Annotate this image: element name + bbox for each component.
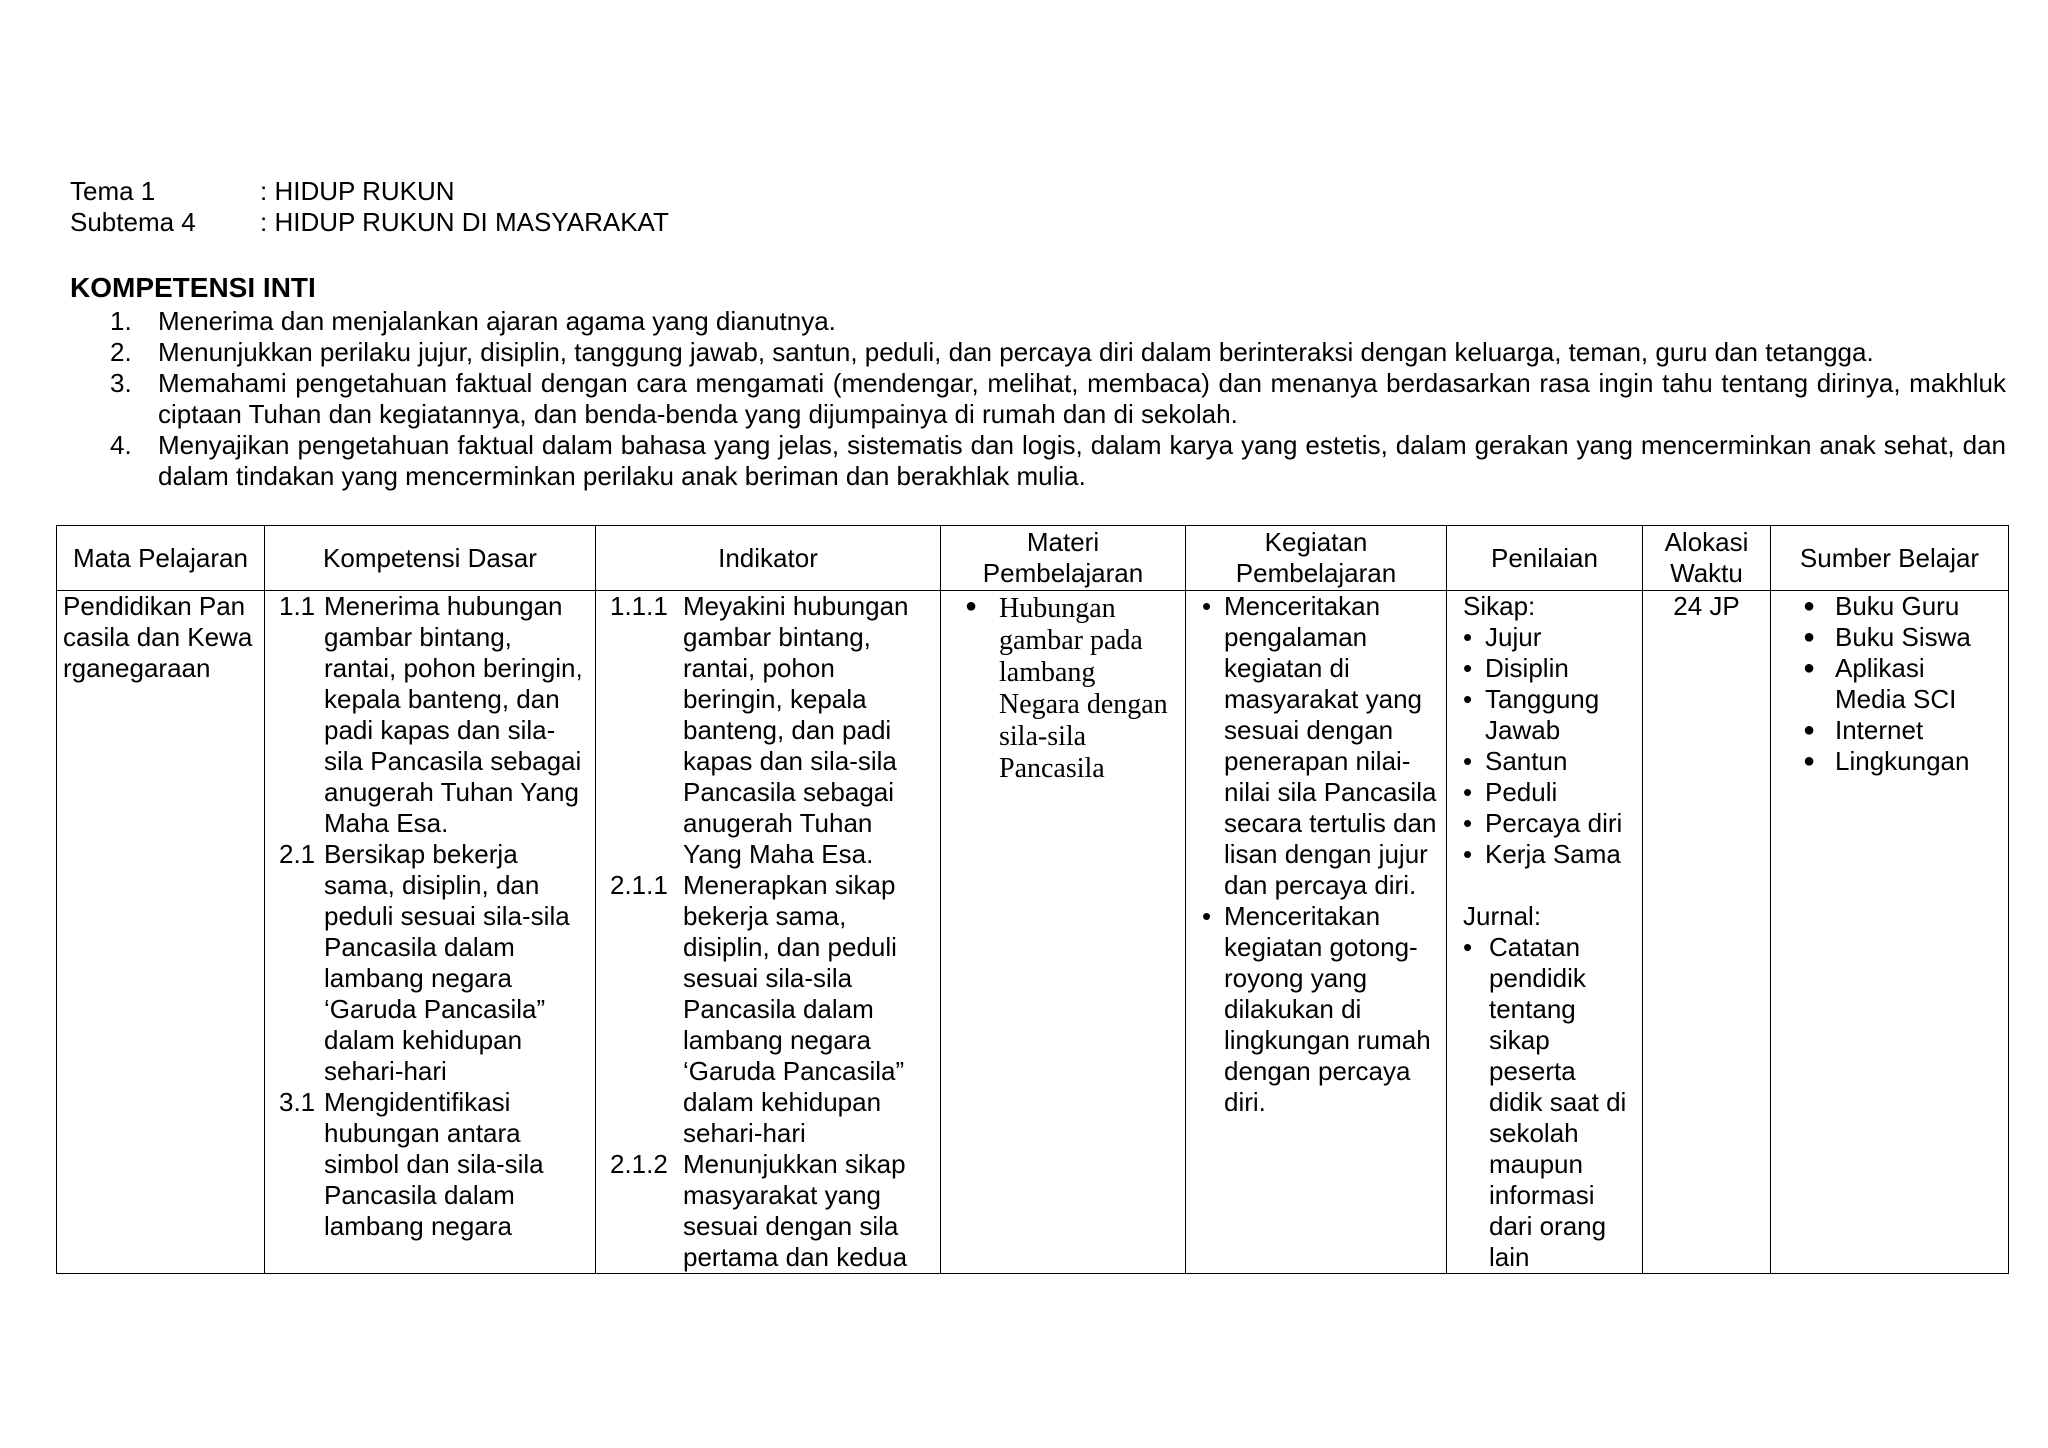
ki-number: 2. bbox=[110, 337, 132, 367]
sumber-item: Lingkungan bbox=[1835, 746, 1970, 776]
bullet-icon: • bbox=[1463, 653, 1473, 683]
indikator-number: 2.1.2 bbox=[610, 1149, 668, 1179]
sumber-item: Buku Siswa bbox=[1835, 622, 1971, 652]
spacer bbox=[1463, 870, 1636, 901]
kd-item bbox=[271, 591, 589, 839]
ki-item bbox=[110, 368, 2006, 430]
list-item bbox=[1463, 653, 1636, 684]
list-item bbox=[1777, 622, 2002, 653]
kompetensi-inti-list bbox=[110, 306, 2006, 492]
header-sumber-belajar: Sumber Belajar bbox=[1771, 526, 2009, 591]
ki-number: 3. bbox=[110, 368, 132, 398]
table-header-row bbox=[57, 526, 2009, 591]
ki-text: Memahami pengetahuan faktual dengan cara mengamati (mendengar, melihat, membaca) dan menanya berdasarkan rasa ingin tahu tentang dirinya, makhluk ciptaan Tuhan dan kegiatannya, dan benda-benda yang dijumpainya di rumah dan di sekolah. bbox=[158, 368, 2006, 429]
list-item bbox=[1463, 839, 1636, 870]
bullet-icon: • bbox=[1463, 808, 1473, 838]
indikator-item bbox=[602, 870, 934, 1149]
header-kompetensi-dasar: Kompetensi Dasar bbox=[265, 526, 596, 591]
document-meta bbox=[70, 176, 669, 238]
alokasi-waktu-value: 24 JP bbox=[1673, 591, 1740, 621]
kd-item bbox=[271, 1087, 589, 1242]
sikap-item: Tanggung Jawab bbox=[1485, 684, 1600, 745]
bullet-icon: ● bbox=[964, 595, 978, 617]
bullet-icon: • bbox=[1202, 591, 1212, 621]
sikap-item: Peduli bbox=[1485, 777, 1558, 807]
sikap-item: Santun bbox=[1485, 746, 1568, 776]
mata-pelajaran-text: Pendidikan Pancasila dan Kewarganegaraan bbox=[63, 591, 253, 683]
sumber-item: Aplikasi Media SCI bbox=[1835, 653, 1957, 714]
kd-text: Menerima hubungan gambar bintang, rantai, pohon beringin, kepala banteng, dan padi kapas dan sila-sila Pancasila sebagai anugerah Tuhan Yang Maha Esa. bbox=[324, 591, 583, 838]
ki-item bbox=[110, 337, 2006, 368]
bullet-icon: ● bbox=[1802, 657, 1816, 679]
tema-label: Tema 1 bbox=[70, 176, 156, 206]
lesson-plan-table bbox=[56, 525, 2009, 1274]
list-item bbox=[1777, 715, 2002, 746]
bullet-icon: • bbox=[1463, 839, 1473, 869]
bullet-icon: ● bbox=[1802, 626, 1816, 648]
penilaian-block bbox=[1453, 591, 1636, 1273]
cell-alokasi-waktu bbox=[1643, 591, 1771, 1274]
materi-text: Hubungan gambar pada lambang Negara dengan sila-sila Pancasila bbox=[999, 593, 1168, 784]
cell-sumber-belajar bbox=[1771, 591, 2009, 1274]
sumber-list bbox=[1777, 591, 2002, 777]
bullet-icon: • bbox=[1463, 622, 1473, 652]
bullet-icon: ● bbox=[1802, 595, 1816, 617]
ki-text: Menyajikan pengetahuan faktual dalam bahasa yang jelas, sistematis dan logis, dalam karya yang estetis, dalam gerakan yang mencerminkan anak sehat, dan dalam tindakan yang mencerminkan perilaku anak beriman dan berakhlak mulia. bbox=[158, 430, 2006, 491]
list-item bbox=[947, 591, 1179, 785]
header-kegiatan: Kegiatan Pembelajaran bbox=[1186, 526, 1447, 591]
ki-text: Menerima dan menjalankan ajaran agama yang dianutnya. bbox=[158, 306, 836, 336]
sikap-item: Kerja Sama bbox=[1485, 839, 1621, 869]
jurnal-label: Jurnal: bbox=[1463, 901, 1542, 931]
bullet-icon: • bbox=[1463, 777, 1473, 807]
cell-materi bbox=[941, 591, 1186, 1274]
list-item bbox=[1192, 901, 1440, 1118]
subtema-row bbox=[70, 207, 669, 238]
sikap-item: Jujur bbox=[1485, 622, 1542, 652]
indikator-text: Menerapkan sikap bekerja sama, disiplin, dan peduli sesuai sila-sila Pancasila dalam lambang negara ‘Garuda Pancasila” dalam kehidupan sehari-hari bbox=[683, 870, 905, 1148]
header-alokasi-waktu: Alokasi Waktu bbox=[1643, 526, 1771, 591]
kegiatan-list bbox=[1192, 591, 1440, 1118]
kd-item bbox=[271, 839, 589, 1087]
bullet-icon: • bbox=[1202, 901, 1212, 931]
list-item bbox=[1463, 777, 1636, 808]
indikator-text: Menunjukkan sikap masyarakat yang sesuai dengan sila pertama dan kedua bbox=[683, 1149, 908, 1272]
ki-number: 1. bbox=[110, 306, 132, 336]
indikator-number: 2.1.1 bbox=[610, 870, 668, 900]
bullet-icon: • bbox=[1463, 932, 1473, 962]
bullet-icon: ● bbox=[1802, 719, 1816, 741]
list-item bbox=[1463, 932, 1636, 1273]
kegiatan-text: Menceritakan kegiatan gotong-royong yang dilakukan di lingkungan rumah dengan percaya diri. bbox=[1224, 901, 1431, 1117]
bullet-icon: • bbox=[1463, 746, 1473, 776]
kegiatan-text: Menceritakan pengalaman kegiatan di masyarakat yang sesuai dengan penerapan nilai-nilai sila Pancasila secara tertulis dan lisan dengan jujur dan percaya diri. bbox=[1224, 591, 1437, 900]
list-item bbox=[1463, 622, 1636, 653]
ki-text: Menunjukkan perilaku jujur, disiplin, tanggung jawab, santun, peduli, dan percaya diri dalam berinteraksi dengan keluarga, teman, guru dan tetangga. bbox=[158, 337, 1874, 367]
subtema-label: Subtema 4 bbox=[70, 207, 196, 237]
kd-text: Bersikap bekerja sama, disiplin, dan peduli sesuai sila-sila Pancasila dalam lambang negara ‘Garuda Pancasila” dalam kehidupan sehari-hari bbox=[324, 839, 570, 1086]
jurnal-item: Catatan pendidik tentang sikap peserta didik saat di sekolah maupun informasi dari orang lain bbox=[1489, 932, 1627, 1272]
indikator-item bbox=[602, 1149, 934, 1273]
subtema-value: : HIDUP RUKUN DI MASYARAKAT bbox=[260, 207, 669, 237]
list-item bbox=[1777, 591, 2002, 622]
tema-value: : HIDUP RUKUN bbox=[260, 176, 455, 206]
sikap-item: Percaya diri bbox=[1485, 808, 1623, 838]
header-materi: Materi Pembelajaran bbox=[941, 526, 1186, 591]
bullet-icon: • bbox=[1463, 684, 1473, 714]
sikap-label: Sikap: bbox=[1463, 591, 1536, 621]
ki-item bbox=[110, 306, 2006, 337]
tema-row bbox=[70, 176, 669, 207]
header-penilaian: Penilaian bbox=[1447, 526, 1643, 591]
list-item bbox=[1463, 746, 1636, 777]
header-mata-pelajaran: Mata Pelajaran bbox=[57, 526, 265, 591]
list-item bbox=[1463, 808, 1636, 839]
kompetensi-inti-heading: KOMPETENSI INTI bbox=[70, 272, 316, 303]
sumber-item: Internet bbox=[1835, 715, 1924, 745]
header-indikator: Indikator bbox=[596, 526, 941, 591]
table-row bbox=[57, 591, 2009, 1274]
kd-number: 1.1 bbox=[279, 591, 316, 621]
materi-list bbox=[947, 591, 1179, 785]
kd-text: Mengidentifikasi hubungan antara simbol dan sila-sila Pancasila dalam lambang negara bbox=[324, 1087, 544, 1241]
list-item bbox=[1192, 591, 1440, 901]
cell-kegiatan bbox=[1186, 591, 1447, 1274]
list-item bbox=[1777, 746, 2002, 777]
bullet-icon: ● bbox=[1802, 750, 1816, 772]
indikator-number: 1.1.1 bbox=[610, 591, 668, 621]
ki-number: 4. bbox=[110, 430, 132, 460]
ki-item bbox=[110, 430, 2006, 492]
sikap-item: Disiplin bbox=[1485, 653, 1569, 683]
list-item bbox=[1777, 653, 2002, 715]
cell-mata-pelajaran bbox=[57, 591, 265, 1274]
cell-indikator bbox=[596, 591, 941, 1274]
cell-kompetensi-dasar bbox=[265, 591, 596, 1274]
indikator-item bbox=[602, 591, 934, 870]
cell-penilaian bbox=[1447, 591, 1643, 1274]
list-item bbox=[1463, 684, 1636, 746]
kd-number: 3.1 bbox=[279, 1087, 316, 1117]
indikator-text: Meyakini hubungan gambar bintang, rantai, pohon beringin, kepala banteng, dan padi kapas dan sila-sila Pancasila sebagai anugerah Tuhan Yang Maha Esa. bbox=[683, 591, 909, 869]
sumber-item: Buku Guru bbox=[1835, 591, 1960, 621]
kd-number: 2.1 bbox=[279, 839, 316, 869]
